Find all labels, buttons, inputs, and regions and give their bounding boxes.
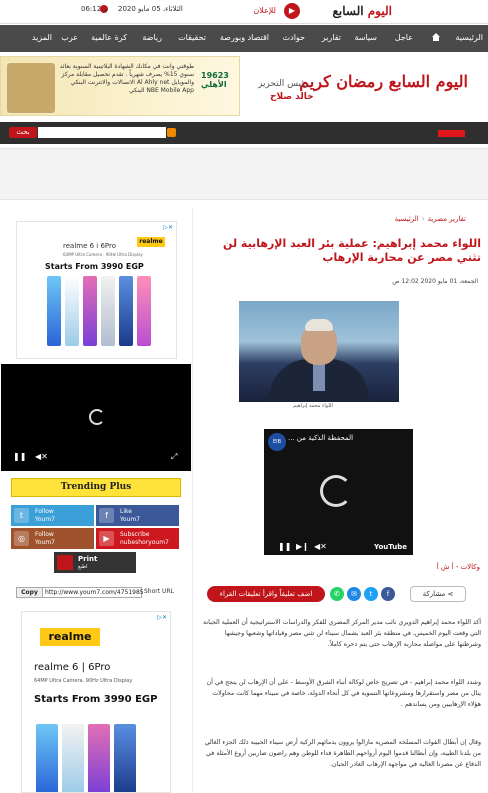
short-url-field[interactable]: http://www.youm7.com/4751985 bbox=[42, 587, 142, 598]
loading-spinner-icon bbox=[320, 475, 352, 507]
print-button[interactable] bbox=[54, 552, 136, 573]
photo-tie-shape bbox=[313, 361, 325, 391]
social-line1: Follow bbox=[35, 531, 54, 538]
time-text: 06:12 م bbox=[81, 5, 108, 13]
comment-button[interactable]: اضف تعليقاً واقرأ تعليقات القراء bbox=[207, 586, 325, 602]
video-title[interactable]: المحفظة الذكية من ... bbox=[288, 434, 354, 442]
nav-item-urgent[interactable]: عاجل bbox=[394, 33, 413, 42]
nav-item-more[interactable]: المزيد bbox=[31, 33, 52, 42]
ad-close-icon[interactable]: ▷✕ bbox=[157, 614, 167, 621]
phone-image bbox=[62, 724, 84, 793]
logo-dark-text: السابع bbox=[332, 4, 364, 18]
bank-ad-logo: 19623 الأهلي bbox=[201, 71, 229, 89]
ad-price: Starts From 3990 EGP bbox=[45, 262, 144, 271]
loading-spinner-icon bbox=[89, 409, 105, 425]
twitter-follow-button[interactable] bbox=[11, 505, 94, 526]
editor-name: خالد صلاح bbox=[270, 92, 314, 102]
header-banner bbox=[0, 52, 488, 120]
social-line1: Subscribe bbox=[120, 531, 150, 538]
facebook-icon: f bbox=[99, 508, 114, 523]
bank-advertisement[interactable] bbox=[0, 56, 240, 116]
mute-icon[interactable]: ◀✕ bbox=[35, 452, 48, 461]
twitter-icon: t bbox=[14, 508, 29, 523]
youtube-wordmark[interactable]: YouTube bbox=[374, 543, 407, 551]
sidebar-video-player[interactable] bbox=[1, 364, 191, 471]
youtube-icon: ▶ bbox=[99, 531, 114, 546]
facebook-icon[interactable]: f bbox=[381, 587, 395, 601]
main-nav bbox=[0, 25, 488, 52]
phone-image bbox=[101, 276, 115, 346]
nav-item-incidents[interactable]: حوادث bbox=[282, 33, 305, 42]
social-line2: Youm7 bbox=[120, 516, 141, 523]
nav-item-sports[interactable]: رياضة bbox=[142, 33, 162, 42]
social-line2: nubeshoryoum7 bbox=[120, 539, 169, 546]
breadcrumb-section[interactable]: تقارير مصرية bbox=[427, 215, 466, 223]
ad-model: realme 6 | 6Pro bbox=[34, 662, 111, 673]
logo-red-text: اليوم bbox=[367, 4, 392, 18]
social-line1: Like bbox=[120, 508, 132, 515]
nav-item-arab[interactable]: عرب bbox=[61, 33, 78, 42]
site-logo-small[interactable] bbox=[332, 4, 392, 18]
short-url-label: Short URL bbox=[144, 588, 174, 595]
breadcrumb-home[interactable]: الرئيسية bbox=[394, 215, 419, 223]
whatsapp-icon[interactable]: ✆ bbox=[330, 587, 344, 601]
nav-item-world-football[interactable]: كرة عالمية bbox=[91, 33, 127, 42]
article-date: الجمعة، 01 مايو 2020 12:02 ص bbox=[392, 278, 478, 285]
nav-item-home[interactable]: الرئيسية bbox=[455, 33, 483, 42]
youtube-subscribe-button[interactable] bbox=[96, 528, 179, 549]
channel-logo: EIB bbox=[268, 433, 286, 451]
ad-close-icon[interactable]: ▷✕ bbox=[163, 224, 173, 231]
ad-person-image bbox=[7, 63, 55, 113]
nav-item-reports[interactable]: تقارير bbox=[321, 33, 341, 42]
pause-icon[interactable]: ❚❚ bbox=[278, 542, 292, 551]
ad-brand: realme 6 i 6Pro bbox=[63, 242, 117, 250]
home-icon[interactable] bbox=[431, 32, 441, 42]
top-bar bbox=[0, 0, 488, 24]
share-label: مشاركة bbox=[422, 590, 446, 598]
nav-item-politics[interactable]: سياسة bbox=[354, 33, 377, 42]
nav-item-investigations[interactable]: تحقيقات bbox=[178, 33, 206, 42]
article-paragraph: وقال إن أبطال القوات المسلحة المصرية مازالوا يروون بدمائهم الزكية أرض سيناء الحبيبة ذلك الجزء الغالي من بلدنا الطيبة، وإن أبطالنا قدموا اليوم أرواحهم الطاهرة فداء للوطن وهم راضون ضاربين أروع الأمثلة في الدفاع عن مصرنا الغالية في مواجهة الإرهاب الغادر الجبان. bbox=[204, 739, 481, 768]
print-label: Print bbox=[78, 555, 98, 563]
article-paragraph: أكد اللواء محمد إبراهيم الدويري نائب مدير المركز المصري للفكر والدراسات الاستراتيجية أن العملية الجبانة التي وقعت اليوم الخميس، في منطقة بئر العبد بشمال سيناء لن تثني مصر وقياداتها وشعبها وجيشها وشرطتها على مواصلة محاربة الإرهاب حتى يتم دحره كاملاً. bbox=[203, 619, 481, 648]
phone-image bbox=[137, 276, 151, 346]
mute-icon[interactable]: ◀✕ bbox=[314, 542, 327, 551]
social-line2: Youm7 bbox=[35, 516, 56, 523]
bank-ad-text: طوقتي وانت في مكانك الشهادة البلاتينية السنوية بعائد سنوي 15% يصرف شهرياً . تقدم تحصيل مقابلة مركز الاتصالات والانترنت البنكي Al Ahly net والموبايل البنكي NBE Mobile App bbox=[59, 63, 194, 94]
instagram-icon: ◎ bbox=[14, 531, 29, 546]
share-icon: ⋖ bbox=[447, 590, 454, 598]
phone-image bbox=[47, 276, 61, 346]
short-url-row bbox=[6, 586, 186, 599]
advertise-link[interactable]: للإعلان bbox=[253, 6, 276, 15]
social-line2: Youm7 bbox=[35, 539, 56, 546]
phone-image bbox=[65, 276, 79, 346]
fullscreen-icon[interactable]: ⤢ bbox=[171, 452, 178, 461]
main-logo[interactable]: اليوم السابع رمضان كريم bbox=[299, 72, 468, 91]
nav-item-economy[interactable]: اقتصاد وبورصة bbox=[219, 33, 269, 42]
article-headline: اللواء محمد إبراهيم: عملية بئر العبد الإرهابية لن تثني مصر عن محاربة الإرهاب bbox=[223, 237, 481, 264]
ad-price: Starts From 3990 EGP bbox=[34, 694, 158, 705]
article-paragraph: وشدد اللواء محمد إبراهيم - في تصريح خاص لوكالة أنباء الشرق الأوسط - على أن الإرهاب لن ينجح في أن ينال من مصر واستقرارها ومشروعاتها التنموية في كل أنحاء الدولة، خاصة في سيناء مهما كانت محاولات هؤلاء الإرهابيين ومن يساندهم . bbox=[206, 679, 481, 708]
youtube-icon[interactable]: ▶ bbox=[284, 3, 300, 19]
printer-icon bbox=[57, 555, 73, 570]
article-photo bbox=[239, 301, 399, 402]
ad-placeholder-strip bbox=[0, 148, 488, 200]
article-column bbox=[192, 207, 486, 793]
photo-caption: اللواء محمد إبراهيم bbox=[293, 403, 333, 409]
phone-image bbox=[119, 276, 133, 346]
editor-label: رئيس التحرير bbox=[258, 79, 309, 89]
ad-logo: realme bbox=[40, 628, 100, 646]
pause-icon[interactable]: ❚❚ bbox=[13, 452, 27, 461]
print-sublabel: اطبع bbox=[78, 564, 88, 570]
article-video-player[interactable] bbox=[264, 429, 413, 555]
date-text: الثلاثاء، 05 مايو 2020 bbox=[118, 5, 183, 13]
video-controls bbox=[264, 539, 413, 555]
realme-ad-bottom[interactable] bbox=[21, 611, 171, 793]
facebook-like-button[interactable] bbox=[96, 505, 179, 526]
share-button[interactable] bbox=[410, 586, 466, 602]
copy-button[interactable]: Copy bbox=[16, 587, 43, 598]
breadcrumb bbox=[395, 215, 466, 223]
phone-image bbox=[88, 724, 110, 793]
instagram-follow-button[interactable] bbox=[11, 528, 94, 549]
next-icon[interactable]: ▶❙ bbox=[296, 542, 309, 551]
ad-spec: 64MP Ultra Camera · 90Hz Ultra Display bbox=[63, 252, 143, 257]
ad-tag: realme bbox=[137, 237, 165, 247]
photo-hair-shape bbox=[305, 319, 333, 331]
social-line1: Follow bbox=[35, 508, 54, 515]
breadcrumb-separator-icon: ‹ bbox=[421, 215, 425, 223]
phone-image bbox=[36, 724, 58, 793]
messenger-icon[interactable]: ✉ bbox=[347, 587, 361, 601]
red-accent-bar bbox=[438, 130, 465, 137]
phone-image bbox=[83, 276, 97, 346]
article-source: وكالات - أ ش أ bbox=[436, 563, 480, 571]
search-button[interactable]: بحث bbox=[9, 127, 37, 138]
twitter-icon[interactable]: t bbox=[364, 587, 378, 601]
rss-icon[interactable] bbox=[167, 128, 176, 137]
share-row bbox=[195, 583, 483, 605]
phone-image bbox=[114, 724, 136, 793]
ad-spec: 64MP Ultra Camera. 90Hz Ultra Display bbox=[34, 678, 133, 684]
trending-plus-banner[interactable]: Trending Plus bbox=[11, 478, 181, 497]
search-bar bbox=[0, 122, 488, 144]
search-input[interactable] bbox=[38, 127, 166, 138]
realme-ad-top[interactable] bbox=[16, 221, 177, 359]
